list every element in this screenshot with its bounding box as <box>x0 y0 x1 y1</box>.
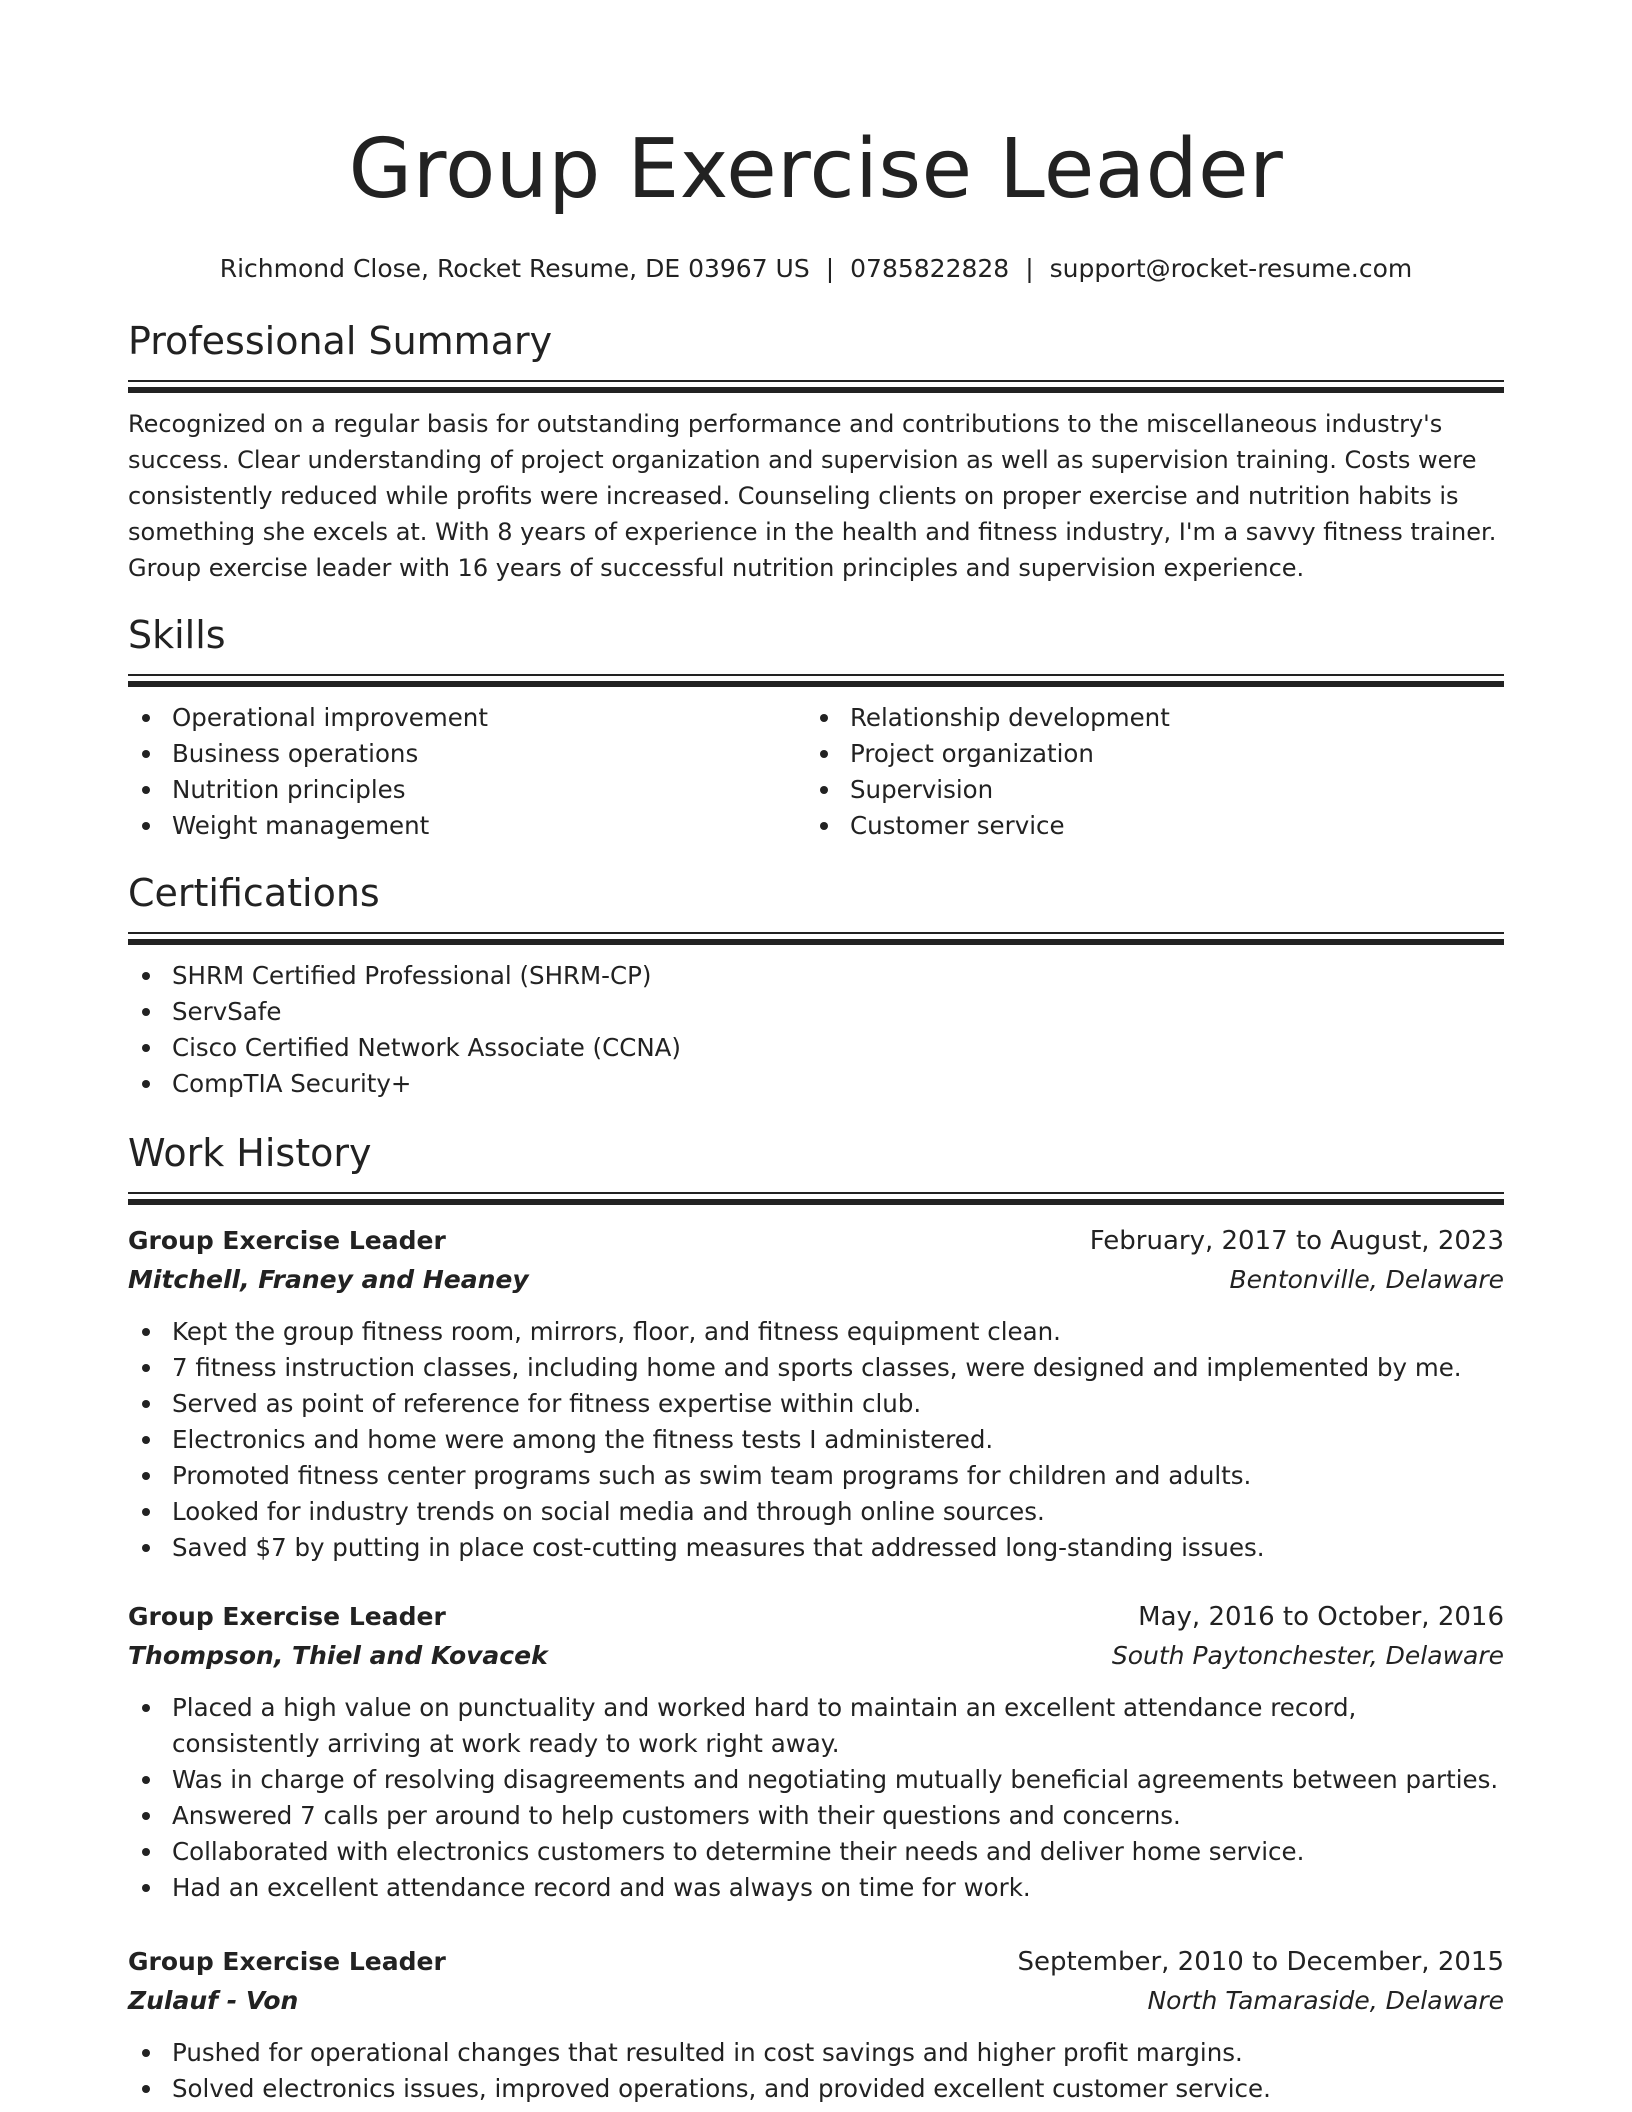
job-bullet: Saved $7 by putting in place cost-cutting measures that addressed long-standing issues. <box>128 1530 1504 1566</box>
job-bullet: Solved electronics issues, improved operations, and provided excellent customer service. <box>128 2071 1504 2107</box>
work-history-title: Work History <box>128 1131 372 1175</box>
certification-item: Cisco Certified Network Associate (CCNA) <box>128 1030 1504 1066</box>
resume-page <box>128 0 1504 2103</box>
job-bullet: Placed a high value on punctuality and worked hard to maintain an excellent attendance record, consistently arriving at work ready to work right away. <box>128 1690 1504 1762</box>
job-bullet: Was in charge of resolving disagreements and negotiating mutually beneficial agreements between parties. <box>128 1762 1504 1798</box>
job-bullet: 7 fitness instruction classes, including home and sports classes, were designed and implemented by me. <box>128 1350 1504 1386</box>
contact-line <box>128 252 1504 286</box>
skill-item: Business operations <box>128 736 806 772</box>
contact-address: Richmond Close, Rocket Resume, DE 03967 US <box>219 254 810 283</box>
work-history-section <box>128 1130 1504 1204</box>
job-entry <box>128 1222 1504 1566</box>
contact-separator: | <box>825 254 835 283</box>
skill-item: Weight management <box>128 808 806 844</box>
job-dates: September, 2010 to December, 2015 <box>1017 1947 1504 1977</box>
job-company: Thompson, Thiel and Kovacek <box>128 1641 548 1670</box>
job-company: Zulauf - Von <box>128 1986 299 2015</box>
job-bullet: Pushed for operational changes that resulted in cost savings and higher profit margins. <box>128 2035 1504 2071</box>
certifications-list <box>128 958 1504 1102</box>
section-divider <box>128 1192 1504 1204</box>
job-title: Group Exercise Leader <box>128 1602 446 1631</box>
summary-text: Recognized on a regular basis for outstanding performance and contributions to the miscellaneous industry's success. Clear understanding of project organization and supervision as well as supervision training. Costs were consistently reduced while profits were increased. Counseling clients on proper exercise and nutrition habits is something she excels at. With 8 years of experience in the health and fitness industry, I'm a savvy fitness trainer. Group exercise leader with 16 years of successful nutrition principles and supervision experience. <box>128 410 1497 582</box>
section-divider <box>128 674 1504 686</box>
job-bullet: Answered 7 calls per around to help customers with their questions and concerns. <box>128 1798 1504 1834</box>
skill-item: Relationship development <box>806 700 1484 736</box>
job-bullet-list <box>128 1690 1504 1906</box>
contact-phone: 0785822828 <box>850 254 1010 283</box>
job-bullet: Had an excellent attendance record and was always on time for work. <box>128 1870 1504 1906</box>
skill-item: Operational improvement <box>128 700 806 736</box>
job-dates: February, 2017 to August, 2023 <box>1089 1226 1504 1256</box>
job-bullet: Electronics and home were among the fitness tests I administered. <box>128 1422 1504 1458</box>
contact-separator: | <box>1025 254 1034 283</box>
skill-item: Nutrition principles <box>128 772 806 808</box>
section-divider <box>128 932 1504 944</box>
job-bullet: Kept the group fitness room, mirrors, floor, and fitness equipment clean. <box>128 1314 1504 1350</box>
resume-name-heading: Group Exercise Leader <box>348 122 1284 217</box>
job-bullet: Looked for industry trends on social media and through online sources. <box>128 1494 1504 1530</box>
job-location: South Paytonchester, Delaware <box>1111 1641 1504 1670</box>
job-dates: May, 2016 to October, 2016 <box>1138 1602 1504 1632</box>
certification-item: CompTIA Security+ <box>128 1066 1504 1102</box>
job-bullet: Served as point of reference for fitness expertise within club. <box>128 1386 1504 1422</box>
skills-title: Skills <box>128 613 226 657</box>
job-entry <box>128 1943 1504 2107</box>
job-title: Group Exercise Leader <box>128 1947 446 1976</box>
job-entry <box>128 1598 1504 1906</box>
contact-email[interactable]: support@rocket-resume.com <box>1049 254 1413 283</box>
skills-section <box>128 612 1504 844</box>
skill-item: Supervision <box>806 772 1484 808</box>
job-bullet: Collaborated with electronics customers to determine their needs and deliver home service. <box>128 1834 1504 1870</box>
job-location: North Tamaraside, Delaware <box>1147 1986 1504 2015</box>
skill-item: Customer service <box>806 808 1484 844</box>
skill-item: Project organization <box>806 736 1484 772</box>
certification-item: SHRM Certified Professional (SHRM-CP) <box>128 958 1504 994</box>
summary-title: Professional Summary <box>128 319 553 363</box>
certification-item: ServSafe <box>128 994 1504 1030</box>
job-location: Bentonville, Delaware <box>1229 1265 1504 1294</box>
section-divider <box>128 380 1504 392</box>
skills-right-column <box>806 700 1484 844</box>
skills-left-column <box>128 700 806 844</box>
job-bullet: Promoted fitness center programs such as swim team programs for children and adults. <box>128 1458 1504 1494</box>
job-bullet-list <box>128 1314 1504 1566</box>
certifications-section <box>128 870 1504 1102</box>
certifications-title: Certifications <box>128 871 380 915</box>
skills-grid <box>128 700 1504 844</box>
job-company: Mitchell, Franey and Heaney <box>128 1265 529 1294</box>
job-bullet-list <box>128 2035 1504 2107</box>
summary-section <box>128 318 1504 586</box>
job-title: Group Exercise Leader <box>128 1226 446 1255</box>
